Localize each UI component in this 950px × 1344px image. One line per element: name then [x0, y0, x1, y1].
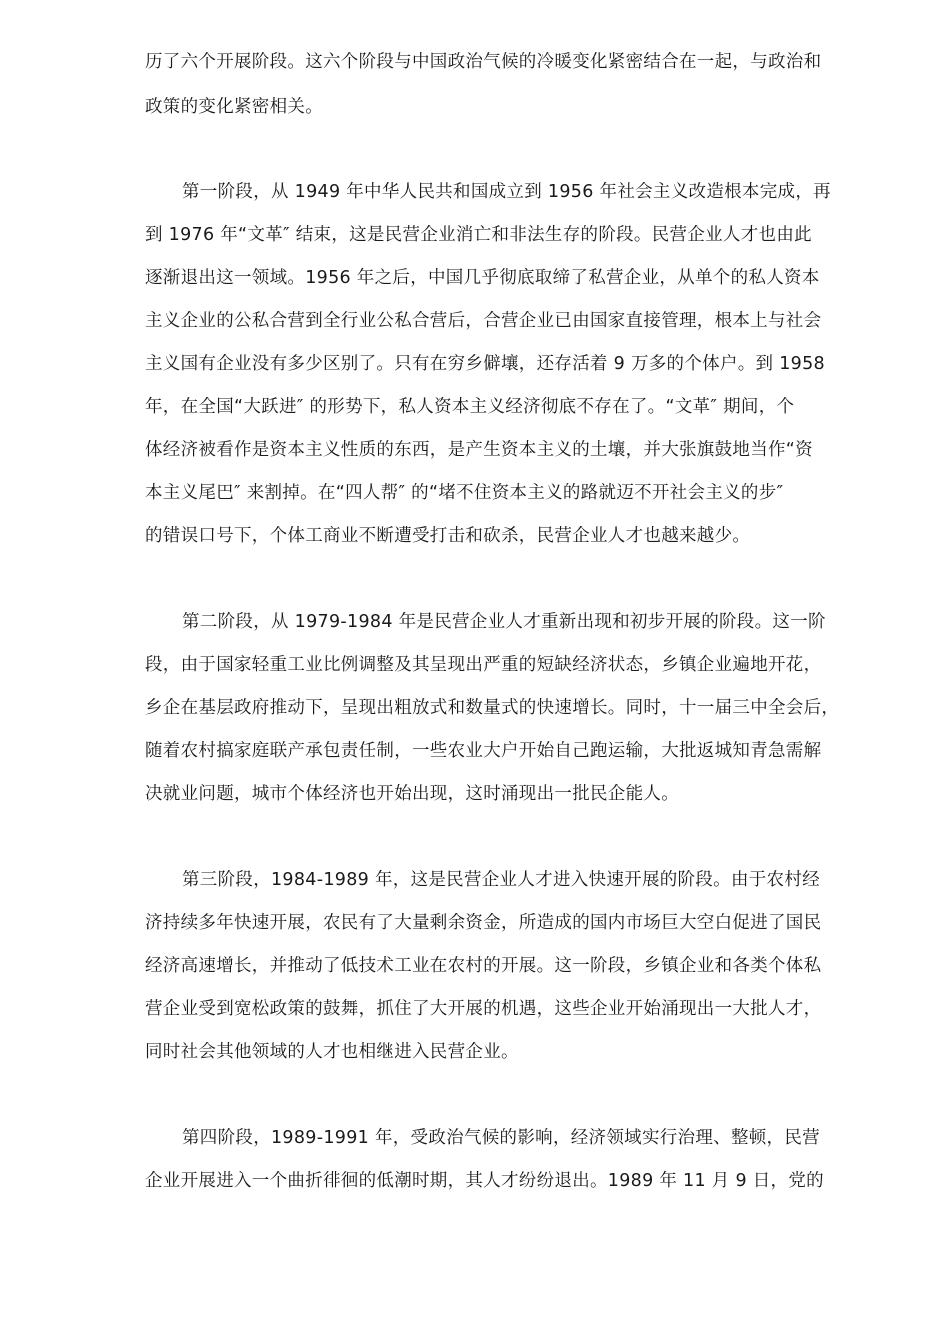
text-line: 到 1976 年“文革″ 结束，这是民营企业消亡和非法生存的阶段。民营企业人才也由此 — [145, 225, 812, 245]
paragraph-first-line: 第三阶段，1984-1989 年，这是民营企业人才进入快速开展的阶段。由于农村经 — [182, 870, 820, 890]
paragraph-first-line: 第一阶段，从 1949 年中华人民共和国成立到 1956 年社会主义改造根本完成，再 — [182, 182, 831, 202]
text-line: 同时社会其他领域的人才也相继进入民营企业。 — [145, 1042, 519, 1062]
text-line: 随着农村搞家庭联产承包责任制，一些农业大户开始自己跑运输，大批返城知青急需解 — [145, 741, 822, 761]
text-line: 逐渐退出这一领域。1956 年之后，中国几乎彻底取缔了私营企业，从单个的私人资本 — [145, 268, 820, 288]
text-line: 企业开展进入一个曲折徘徊的低潮时期，其人才纷纷退出。1989 年 11 月 9 日，党的 — [145, 1171, 824, 1191]
text-line: 济持续多年快速开展，农民有了大量剩余资金，所造成的国内市场巨大空白促进了国民 — [145, 913, 822, 933]
text-line: 体经济被看作是资本主义性质的东西，是产生资本主义的土壤，并大张旗鼓地当作“资 — [145, 440, 813, 460]
text-line: 决就业问题，城市个体经济也开始出现，这时涌现出一批民企能人。 — [145, 784, 679, 804]
text-line: 的错误口号下，个体工商业不断遭受打击和砍杀，民营企业人才也越来越少。 — [145, 526, 751, 546]
text-line: 主义国有企业没有多少区别了。只有在穷乡僻壤，还存活着 9 万多的个体户。到 1958 — [145, 354, 825, 374]
text-line: 本主义尾巴″ 来割掉。在“四人帮″ 的“堵不住资本主义的路就迈不开社会主义的步″ — [145, 483, 784, 503]
text-line: 乡企在基层政府推动下，呈现出粗放式和数量式的快速增长。同时，十一届三中全会后， — [145, 698, 840, 718]
text-line: 段，由于国家轻重工业比例调整及其呈现出严重的短缺经济状态，乡镇企业遍地开花， — [145, 655, 822, 675]
text-line: 主义企业的公私合营到全行业公私合营后，合营企业已由国家直接管理，根本上与社会 — [145, 311, 822, 331]
text-line: 经济高速增长，并推动了低技术工业在农村的开展。这一阶段，乡镇企业和各类个体私 — [145, 956, 822, 976]
paragraph-first-line: 第四阶段，1989-1991 年，受政治气候的影响，经济领域实行治理、整顿，民营 — [182, 1128, 820, 1148]
text-line: 历了六个开展阶段。这六个阶段与中国政治气候的冷暖变化紧密结合在一起，与政治和 — [145, 52, 822, 72]
text-line: 政策的变化紧密相关。 — [145, 97, 323, 117]
paragraph-first-line: 第二阶段，从 1979-1984 年是民营企业人才重新出现和初步开展的阶段。这一阶 — [182, 612, 826, 632]
text-line: 年，在全国“大跃进″ 的形势下，私人资本主义经济彻底不存在了。“文革″ 期间，个 — [145, 397, 795, 417]
text-line: 营企业受到宽松政策的鼓舞，抓住了大开展的机遇，这些企业开始涌现出一大批人才， — [145, 999, 822, 1019]
